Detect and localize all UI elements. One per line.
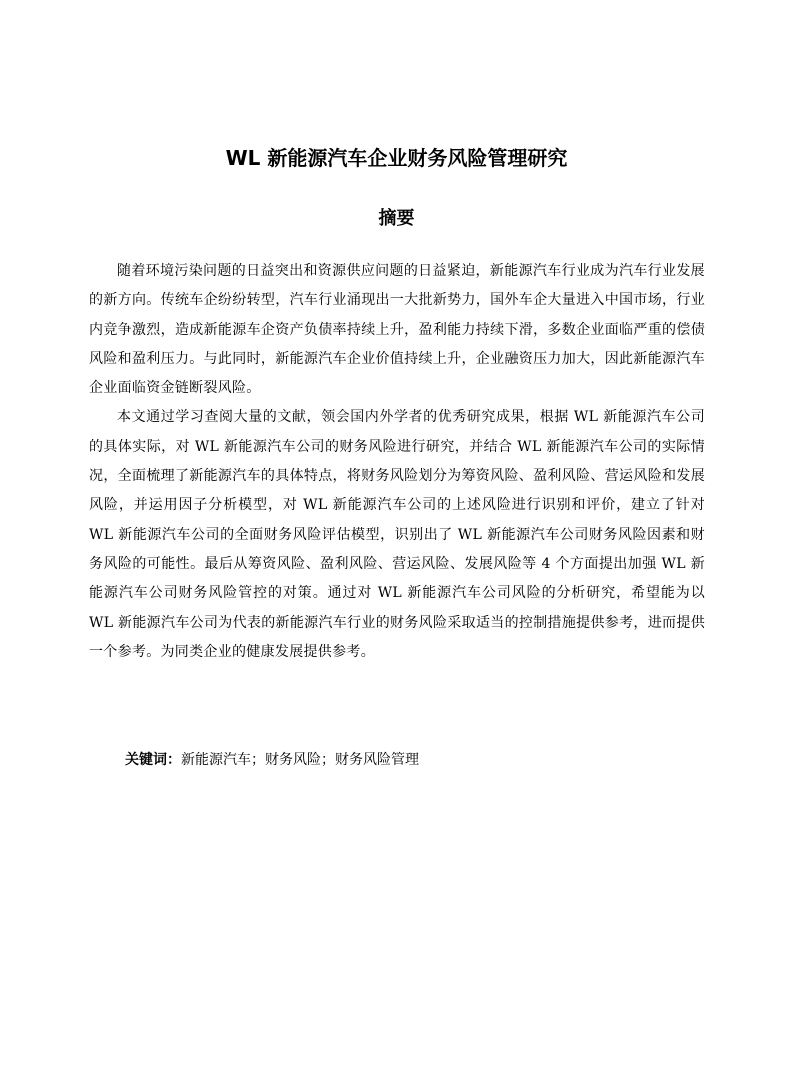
keywords-line	[125, 746, 705, 775]
abstract-heading: 摘要	[378, 208, 415, 229]
keywords-value: 新能源汽车；财务风险；财务风险管理	[181, 752, 419, 768]
abstract-paragraph-1: 随着环境污染问题的日益突出和资源供应问题的日益紧迫，新能源汽车行业成为汽车行业发展的新方向。传统车企纷纷转型，汽车行业涌现出一大批新势力，国外车企大量进入中国市场，行业内竞争激烈，造成新能源车企资产负债率持续上升，盈利能力持续下滑，多数企业面临严重的偿债风险和盈利压力。与此同时，新能源汽车企业价值持续上升，企业融资压力加大，因此新能源汽车企业面临资金链断裂风险。	[89, 263, 705, 397]
abstract-paragraph-2: 本文通过学习查阅大量的文献，领会国内外学者的优秀研究成果，根据 WL 新能源汽车公司的具体实际，对 WL 新能源汽车公司的财务风险进行研究，并结合 WL 新能源汽车公司的实际情况，全面梳理了新能源汽车的具体特点，将财务风险划分为筹资风险、盈利风险、营运风险和发展风险，并运用因子分析模型，对 WL 新能源汽车公司的上述风险进行识别和评价，建立了针对 WL 新能源汽车公司的全面财务风险评估模型，识别出了 WL 新能源汽车公司财务风险因素和财务风险的可能性。最后从筹资风险、盈利风险、营运风险、发展风险等 4 个方面提出加强 WL 新能源汽车公司财务风险管控的对策。通过对 WL 新能源汽车公司风险的分析研究，希望能为以 WL 新能源汽车公司为代表的新能源汽车行业的财务风险采取适当的控制措施提供参考，进而提供一个参考。为同类企业的健康发展提供参考。	[89, 409, 705, 660]
keywords-label: 关键词：	[125, 752, 181, 768]
abstract-body	[89, 257, 705, 667]
document-title: WL 新能源汽车企业财务风险管理研究	[225, 146, 568, 170]
